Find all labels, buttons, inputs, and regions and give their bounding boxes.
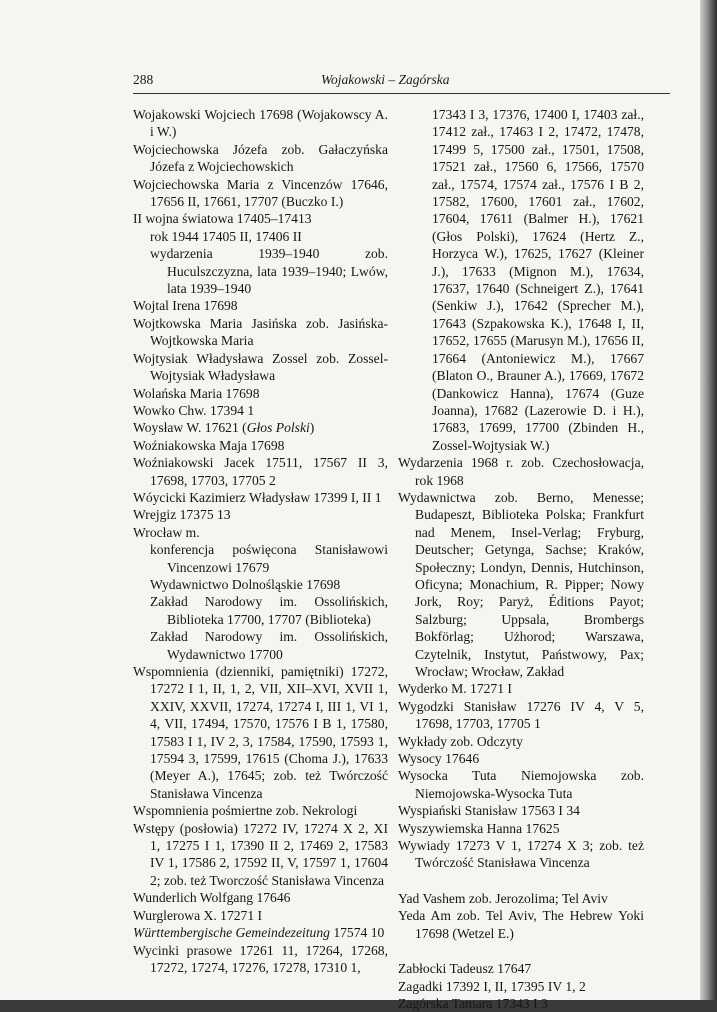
index-entry: [398, 767, 644, 802]
page-number: 288: [133, 72, 154, 87]
section-gap: [398, 942, 644, 960]
index-entry-text: Wrejgiz 17375 13: [133, 507, 231, 523]
index-entry-text: 17574 10: [329, 925, 385, 941]
index-entry-text: Wygodzki Stanisław 17276 IV 4, V 5, 17698, 17703, 17705 1: [398, 698, 644, 732]
index-entry-text: Wóycicki Kazimierz Władysław 17399 I, II 1: [133, 489, 382, 505]
index-entry-text: Wojciechowska Józefa zob. Gałaczyńska Józefa z Wojciechowskich: [133, 141, 388, 175]
index-entry-text: 17343 I 3, 17376, 17400 I, 17403 zał., 17412 zał., 17463 I 2, 17472, 17478, 17499 5, 17500 zał., 17501, 17508, 17521 zał., 17560 6, 17566, 17570 zał., 17574, 17574 zał., 17576 I B 2, 17582, 17600, 17601 zał., 17602, 17604, 17611 (Balmer H.), 17621 (Głos Polski), 17624 (Hertz Z., Horzyca W.), 17625, 17627 (Kleiner J.), 17633 (Mignon M.), 17634, 17637, 17640 (Schneigert Z.), 17641 (Senkiw J.), 17642 (Sprecher M.), 17643 (Szpakowska K.), 17648 I, II, 17652, 17655 (Marusyn M.), 17656 II, 17664 (Antoniewicz M.), 17667 (Blaton O., Brauner A.), 17669, 17672 (Dankowicz Hanna), 17674 (Guze Joanna), 17682 (Lazerowie D. i H.), 17683, 17699, 17700 (Zbinden H., Zossel-Wojtysiak W.): [432, 107, 644, 453]
index-entry-text: Wyderko M. 17271 I: [398, 681, 512, 697]
index-entry: [133, 437, 388, 454]
index-entry: [398, 680, 644, 697]
index-subentry: [398, 106, 644, 454]
index-entry: [133, 402, 388, 419]
index-entry: [133, 506, 388, 523]
index-entry: [133, 524, 388, 541]
index-entry-text: II wojna światowa 17405–17413: [133, 211, 312, 227]
index-entry: [133, 454, 388, 489]
index-entry: [398, 733, 644, 750]
index-entry: [133, 141, 388, 176]
index-entry-text: Wspomnienia pośmiertne zob. Nekrologi: [133, 803, 358, 819]
index-entry-text: Zabłocki Tadeusz 17647: [398, 961, 532, 977]
index-entry-text: Woźniakowski Jacek 17511, 17567 II 3, 17698, 17703, 17705 2: [133, 455, 388, 488]
index-entry-text: Woysław W. 17621 (: [133, 420, 247, 436]
index-entry-text: Wykłady zob. Odczyty: [398, 733, 523, 749]
index-entry: [133, 820, 388, 890]
index-entry: [398, 750, 644, 767]
page-edge-shadow: [700, 0, 717, 1000]
index-entry-text: rok 1944 17405 II, 17406 II: [150, 228, 302, 244]
index-entry: [398, 890, 644, 907]
index-entry-text: Wojakowski Wojciech 17698 (Wojakowscy A. i W.): [133, 107, 388, 140]
index-entry: [133, 663, 388, 802]
index-entry: [133, 889, 388, 906]
index-entry-text: ): [309, 420, 315, 436]
index-entry-text: Zagadki 17392 I, II, 17395 IV 1, 2: [398, 978, 586, 994]
index-entry-text: Yeda Am zob. Tel Aviv, The Hebrew Yoki 17698 (Wetzel E.): [398, 908, 644, 941]
index-entry-text: Wyszywiemska Hanna 17625: [398, 820, 560, 836]
index-entry-text: wydarzenia 1939–1940 zob. Huculszczyzna, lata 1939–1940; Lwów, lata 1939–1940: [150, 246, 388, 297]
index-entry-text: Wowko Chw. 17394 1: [133, 402, 255, 418]
index-entry-text: Wspomnienia (dzienniki, pamiętniki) 17272, 17272 I 1, II, 1, 2, VII, XII–XVI, XVII 1, XXIV, XXVII, 17274, 17274 I, III 1, VI 1, 4, VII, 17494, 17570, 17576 I B 1, 17580, 17583 I 1, IV 2, 3, 17584, 17590, 17593 1, 17594 3, 17599, 17615 (Choma J.), 17633 (Meyer A.), 17645; zob. też Twórczość Stanisława Vincenza: [133, 664, 388, 801]
running-title: Wojakowski – Zagórska: [321, 72, 450, 87]
index-entry-text: Wojtysiak Władysława Zossel zob. Zossel-Wojtysiak Władysława: [133, 350, 388, 384]
index-entry-text: Zagórska Tamara 17343 I 3: [398, 995, 548, 1011]
index-entry: [398, 802, 644, 819]
index-entry-text: Wstępy (posłowia) 17272 IV, 17274 X 2, XI 1, 17275 I 1, 17390 II 2, 17469 2, 17583 IV 1, 17586 2, 17592 II, V, 17597 1, 17604 2; zob. też Tworczość Stanisława Vincenza: [133, 820, 388, 888]
index-entry: [133, 210, 388, 227]
index-subentry: [133, 576, 388, 593]
index-entry-text: Zakład Narodowy im. Ossolińskich, Wydawnictwo 17700: [150, 629, 388, 662]
index-entry-text: Wojtkowska Maria Jasińska zob. Jasińska-Wojtkowska Maria: [133, 315, 388, 349]
index-entry-text: Wycinki prasowe 17261 11, 17264, 17268, 17272, 17274, 17276, 17278, 17310 1,: [133, 942, 388, 975]
index-entry: [398, 489, 644, 680]
index-subentry: [133, 228, 388, 245]
index-entry-text: Wojtal Irena 17698: [133, 298, 238, 314]
index-entry: [133, 106, 388, 141]
index-entry: [133, 385, 388, 402]
index-entry-text: Wysocka Tuta Niemojowska zob. Niemojowska-Wysocka Tuta: [398, 768, 644, 801]
index-entry-text: Wyspiański Stanisław 17563 I 34: [398, 803, 580, 819]
index-column-right: [398, 106, 644, 1012]
index-title-text: Württembergische Gemeindezeitung: [133, 925, 330, 941]
index-entry: [398, 995, 644, 1012]
index-entry: [133, 907, 388, 924]
header-rule: [133, 93, 670, 94]
index-subentry: [133, 593, 388, 628]
index-entry: [133, 924, 388, 941]
index-entry-text: Wrocław m.: [133, 524, 200, 540]
index-entry: [398, 698, 644, 733]
index-entry-text: Wunderlich Wolfgang 17646: [133, 890, 291, 906]
index-entry: [133, 419, 388, 436]
index-entry-text: Wydawnictwa zob. Berno, Menesse; Budapeszt, Biblioteka Polska; Frankfurt nad Menem, Insel-Verlag; Fryburg, Deutscher; Getynga, Sachse; Kraków, Społeczny; Londyn, Dennis, Hutchinson, Oficyna; Monachium, R. Pipper; Nowy Jork, Roy; Paryż, Éditions Payot; Salzburg; Uppsala, Brombergs Bokförlag; Użhorod; Warszawa, Czytelnik, Instytut, Państwowy, Pax; Wrocław; Wrocław, Zakład: [398, 489, 644, 679]
index-entry-text: Wysocy 17646: [398, 751, 480, 767]
index-entry-text: Woźniakowska Maja 17698: [133, 437, 285, 453]
index-entry: [133, 942, 388, 977]
index-entry: [398, 454, 644, 489]
index-title-text: Głos Polski: [246, 420, 310, 436]
index-entry: [133, 297, 388, 314]
index-entry: [398, 837, 644, 872]
index-entry-text: Wydarzenia 1968 r. zob. Czechosłowacja, rok 1968: [398, 455, 644, 488]
index-entry: [398, 820, 644, 837]
index-entry-text: Wolańska Maria 17698: [133, 385, 260, 401]
index-entry: [133, 489, 388, 506]
index-entry-text: konferencja poświęcona Stanisławowi Vincenzowi 17679: [150, 542, 388, 575]
page-header: [133, 72, 670, 90]
index-entry: [398, 978, 644, 995]
index-entry: [133, 802, 388, 819]
index-entry-text: Zakład Narodowy im. Ossolińskich, Biblioteka 17700, 17707 (Biblioteka): [150, 594, 388, 627]
index-entry: [398, 960, 644, 977]
index-entry: [133, 315, 388, 350]
index-subentry: [133, 628, 388, 663]
index-entry: [133, 350, 388, 385]
index-subentry: [133, 541, 388, 576]
section-gap: [398, 872, 644, 890]
index-entry-text: Yad Vashem zob. Jerozolima; Tel Aviv: [398, 890, 608, 906]
index-column-left: [133, 106, 388, 976]
index-subentry: [133, 245, 388, 297]
index-entry-text: Wydawnictwo Dolnośląskie 17698: [150, 576, 341, 592]
index-entry: [133, 176, 388, 211]
index-entry-text: Wywiady 17273 V 1, 17274 X 3; zob. też Twórczość Stanisława Vincenza: [398, 838, 644, 871]
index-entry: [398, 907, 644, 942]
index-entry-text: Wojciechowska Maria z Vincenzów 17646, 17656 II, 17661, 17707 (Buczko I.): [133, 176, 388, 210]
index-entry-text: Wurglerowa X. 17271 I: [133, 907, 263, 923]
